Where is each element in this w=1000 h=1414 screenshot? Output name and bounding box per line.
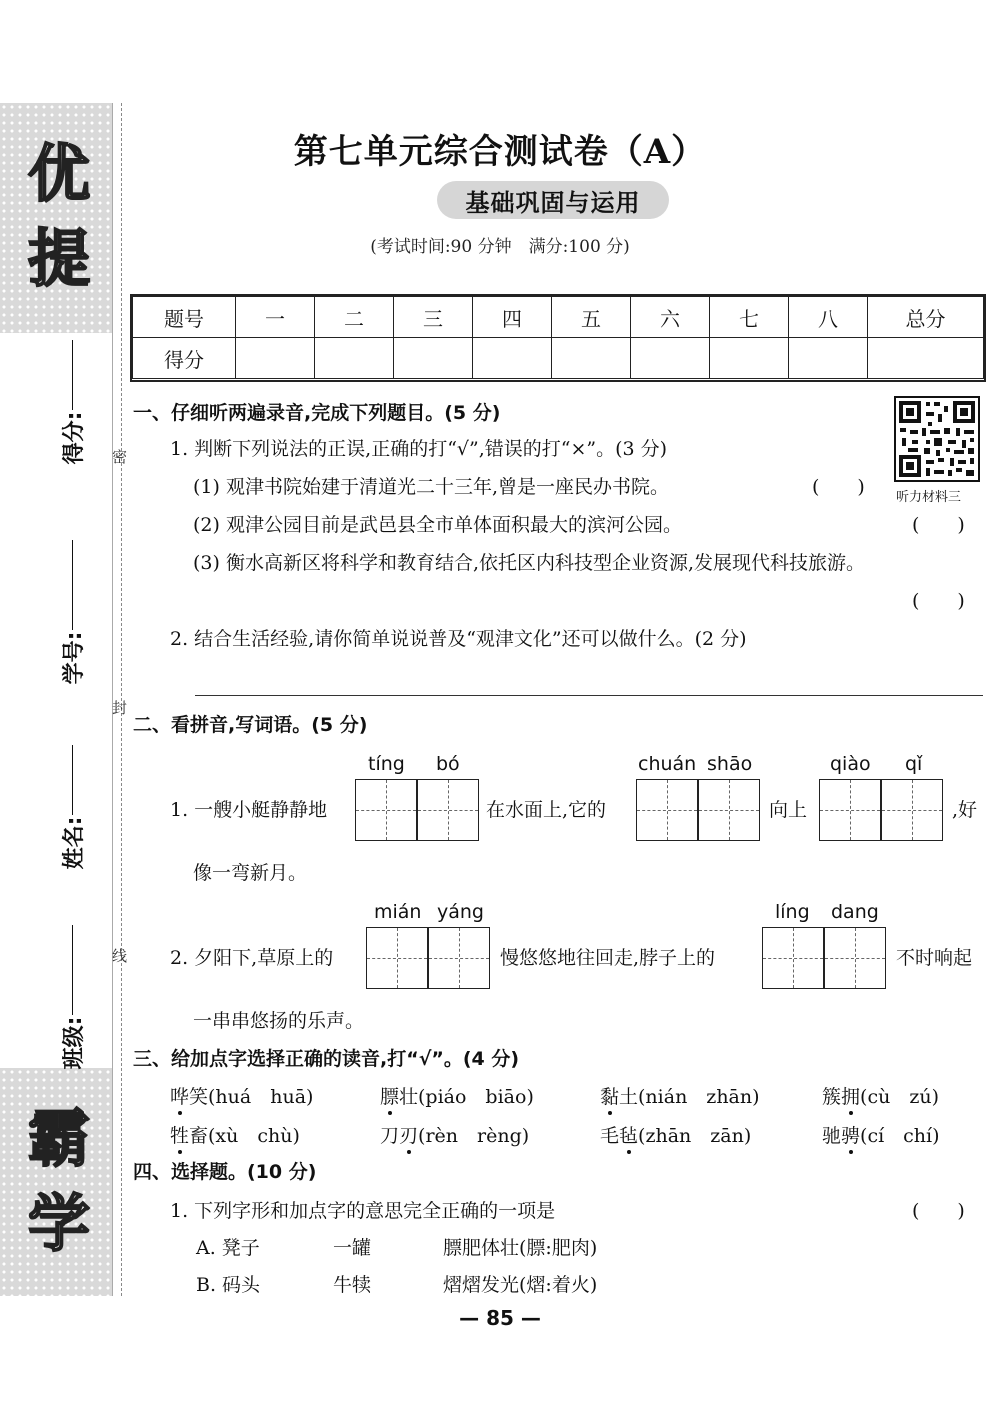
qr-label: 听力材料三 [896, 490, 962, 505]
exam-info: (考试时间:90 分钟 满分:100 分) [370, 237, 630, 257]
subtitle-badge: 基础巩固与运用 [437, 181, 669, 219]
question-item: (3) 衡水高新区将科学和教育结合,依托区内科技型企业资源,发展现代科技旅游。 [193, 552, 866, 574]
pinyin: qǐ [905, 753, 923, 775]
answer-paren[interactable]: ( ) [812, 476, 865, 498]
option-b-item[interactable]: 牛犊 [333, 1274, 372, 1296]
writing-grid-cell[interactable] [417, 779, 479, 841]
page-number: — 85 — [459, 1306, 541, 1330]
answer-line[interactable] [195, 695, 983, 696]
pinyin: shāo [707, 753, 753, 775]
writing-grid-cell[interactable] [355, 779, 417, 841]
table-cell: 四 [473, 297, 552, 338]
pinyin: bó [436, 753, 460, 775]
seal-char: 密 [112, 448, 128, 466]
strip-pattern-bottom [0, 1068, 112, 1296]
pinyin: qiào [830, 753, 871, 775]
answer-paren[interactable]: ( ) [912, 1200, 965, 1222]
section-heading: 一、仔细听两遍录音,完成下列题目。(5 分) [133, 402, 501, 424]
option-b-item[interactable]: B. 码头 [196, 1274, 261, 1296]
reading-item[interactable]: 刀刃(rèn rèng) [380, 1121, 529, 1148]
pinyin: mián [374, 901, 422, 923]
answer-paren[interactable]: ( ) [912, 514, 965, 536]
score-input-cell[interactable] [631, 338, 710, 379]
question-item: (2) 观津公园目前是武邑县全市单体面积最大的滨河公园。 [193, 514, 682, 536]
pinyin: yáng [437, 901, 484, 923]
section-heading: 四、选择题。(10 分) [133, 1161, 317, 1183]
table-cell: 题号 [133, 297, 236, 338]
strip-char: 提 [27, 222, 90, 295]
seal-char: 线 [112, 947, 128, 965]
strip-char: 霸 [27, 1102, 90, 1175]
question-text: 1. 一艘小艇静静地 [170, 799, 328, 821]
score-input-cell[interactable] [710, 338, 789, 379]
question-text: 2. 夕阳下,草原上的 [170, 947, 334, 969]
writing-grid-cell[interactable] [366, 927, 428, 989]
pinyin: tíng [368, 753, 405, 775]
table-cell: 六 [631, 297, 710, 338]
reading-item[interactable]: 驰骋(cí chí) [822, 1121, 940, 1148]
score-table [132, 296, 984, 379]
table-cell: 八 [789, 297, 868, 338]
question-text: 像一弯新月。 [193, 862, 308, 884]
option-b-item[interactable]: 熠熠发光(熠:着火) [443, 1274, 598, 1296]
question-text: 在水面上,它的 [486, 799, 607, 821]
strip-char: 优 [27, 137, 90, 210]
option-a-item[interactable]: A. 凳子 [196, 1237, 260, 1259]
table-cell: 总分 [868, 297, 984, 338]
option-a-item[interactable]: 膘肥体壮(膘:肥肉) [443, 1237, 598, 1259]
table-cell: 一 [236, 297, 315, 338]
score-input-cell[interactable] [236, 338, 315, 379]
seal-char: 封 [112, 699, 128, 717]
writing-grid-cell[interactable] [824, 927, 886, 989]
side-field-name: 姓名: [52, 745, 92, 871]
table-cell: 得分 [133, 338, 236, 379]
table-cell: 三 [394, 297, 473, 338]
side-field-class: 班级: [52, 925, 92, 1071]
pinyin: dang [831, 901, 879, 923]
option-a-item[interactable]: 一罐 [333, 1237, 372, 1259]
qr-code-icon [896, 398, 978, 480]
reading-item[interactable]: 簇拥(cù zú) [822, 1082, 939, 1109]
writing-grid-cell[interactable] [636, 779, 698, 841]
question-text: ,好 [952, 799, 978, 821]
writing-grid-cell[interactable] [762, 927, 824, 989]
section-heading: 三、给加点字选择正确的读音,打“√”。(4 分) [133, 1048, 520, 1070]
reading-item[interactable]: 膘壮(piáo biāo) [380, 1082, 534, 1109]
side-field-student-id: 学号: [52, 540, 92, 686]
reading-item[interactable]: 哗笑(huá huā) [170, 1082, 313, 1109]
reading-item[interactable]: 黏土(nián zhān) [600, 1082, 760, 1109]
pinyin: líng [775, 901, 810, 923]
question-text: 一串串悠扬的乐声。 [193, 1010, 365, 1032]
qr-code[interactable] [894, 396, 980, 482]
writing-grid-cell[interactable] [881, 779, 943, 841]
score-input-cell[interactable] [868, 338, 984, 379]
question-text: 慢悠悠地往回走,脖子上的 [500, 947, 716, 969]
table-cell: 七 [710, 297, 789, 338]
reading-item[interactable]: 毛毡(zhān zān) [600, 1121, 751, 1148]
score-input-cell[interactable] [789, 338, 868, 379]
score-input-cell[interactable] [552, 338, 631, 379]
strip-char: 学 [27, 1187, 90, 1260]
question-item: (1) 观津书院始建于清道光二十三年,曾是一座民办书院。 [193, 476, 669, 498]
writing-grid-cell[interactable] [698, 779, 760, 841]
page-title: 第七单元综合测试卷（A） [293, 132, 707, 172]
writing-grid-cell[interactable] [428, 927, 490, 989]
section-heading: 二、看拼音,写词语。(5 分) [133, 714, 368, 736]
question-text: 1. 判断下列说法的正误,正确的打“√”,错误的打“×”。(3 分) [170, 438, 668, 460]
question-text: 1. 下列字形和加点字的意思完全正确的一项是 [170, 1200, 556, 1222]
score-input-cell[interactable] [473, 338, 552, 379]
writing-grid-cell[interactable] [819, 779, 881, 841]
question-text: 不时响起 [896, 947, 973, 969]
table-cell: 五 [552, 297, 631, 338]
question-text: 2. 结合生活经验,请你简单说说普及“观津文化”还可以做什么。(2 分) [170, 628, 747, 650]
score-input-cell[interactable] [315, 338, 394, 379]
question-text: 向上 [769, 799, 808, 821]
score-input-cell[interactable] [394, 338, 473, 379]
answer-paren[interactable]: ( ) [912, 590, 965, 612]
reading-item[interactable]: 牲畜(xù chù) [170, 1121, 300, 1148]
table-cell: 二 [315, 297, 394, 338]
side-field-score: 得分: [52, 340, 92, 466]
pinyin: chuán [638, 753, 697, 775]
